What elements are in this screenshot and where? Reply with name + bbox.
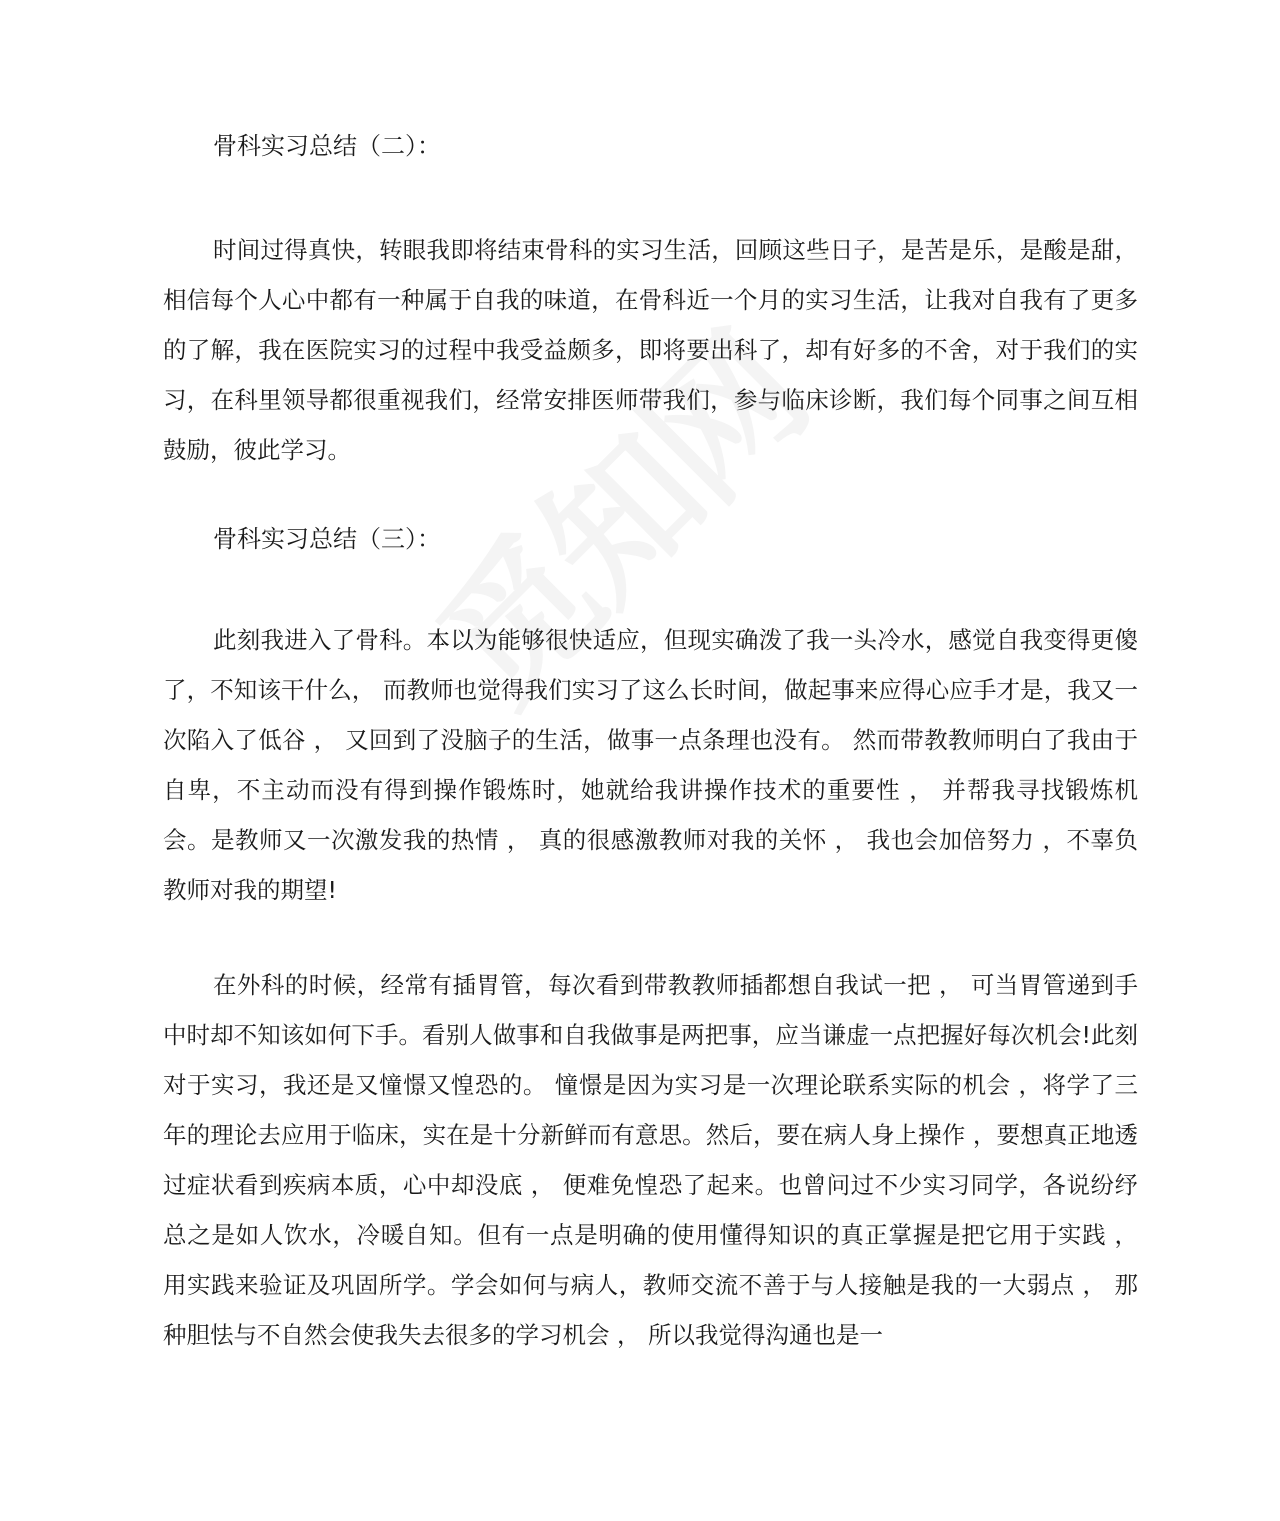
paragraph: 在外科的时候，经常有插胃管，每次看到带教教师插都想自我试一把 ， 可当胃管递到手中时却不知该如何下手。看别人做事和自我做事是两把事，应当谦虚一点把握好每次机会!此刻对于实习，我还是又憧憬又惶恐的。 憧憬是因为实习是一次理论联系实际的机会 ，将学了三年的理论去应用于临床，实在是十分新鲜而有意思。然后，要在病人身上操作 ，要想真正地透过症状看到疾病本质，心中却没底 ， 便难免惶恐了起来。也曾问过不少实习同学，各说纷纾总之是如人饮水，冷暖自知。但有一点是明确的使用懂得知识的真正掌握是把它用于实践 ， 用实践来验证及巩固所学。学会如何与病人，教师交流不善于与人接触是我的一大弱点 ， 那种胆怯与不自然会使我失去很多的学习机会 ， 所以我觉得沟通也是一 (163, 971, 1138, 1349)
section-heading-2: 骨科实习总结（二）： (213, 132, 441, 160)
paragraph: 此刻我进入了骨科。本以为能够很快适应，但现实确泼了我一头冷水，感觉自我变得更傻了，不知该干什么， 而教师也觉得我们实习了这么长时间，做起事来应得心应手才是，我又一次陷入了低谷 ， 又回到了没脑子的生活，做事一点条理也没有。 然而带教教师明白了我由于自卑，不主动而没有得到操作锻炼时，她就给我讲操作技术的重要性 ， 并帮我寻找锻炼机会。是教师又一次激发我的热情 ， 真的很感激教师对我的关怀 ， 我也会加倍努力 ，不辜负教师对我的期望! (163, 626, 1138, 904)
paragraph: 时间过得真快，转眼我即将结束骨科的实习生活，回顾这些日子，是苦是乐，是酸是甜，相信每个人心中都有一种属于自我的味道，在骨科近一个月的实习生活，让我对自我有了更多的了解，我在医院实习的过程中我受益颇多，即将要出科了，却有好多的不舍，对于我们的实习，在科里领导都很重视我们，经常安排医师带我们，参与临床诊断，我们每个同事之间互相鼓励，彼此学习。 (163, 236, 1138, 464)
section-heading-3: 骨科实习总结（三）： (213, 525, 441, 553)
